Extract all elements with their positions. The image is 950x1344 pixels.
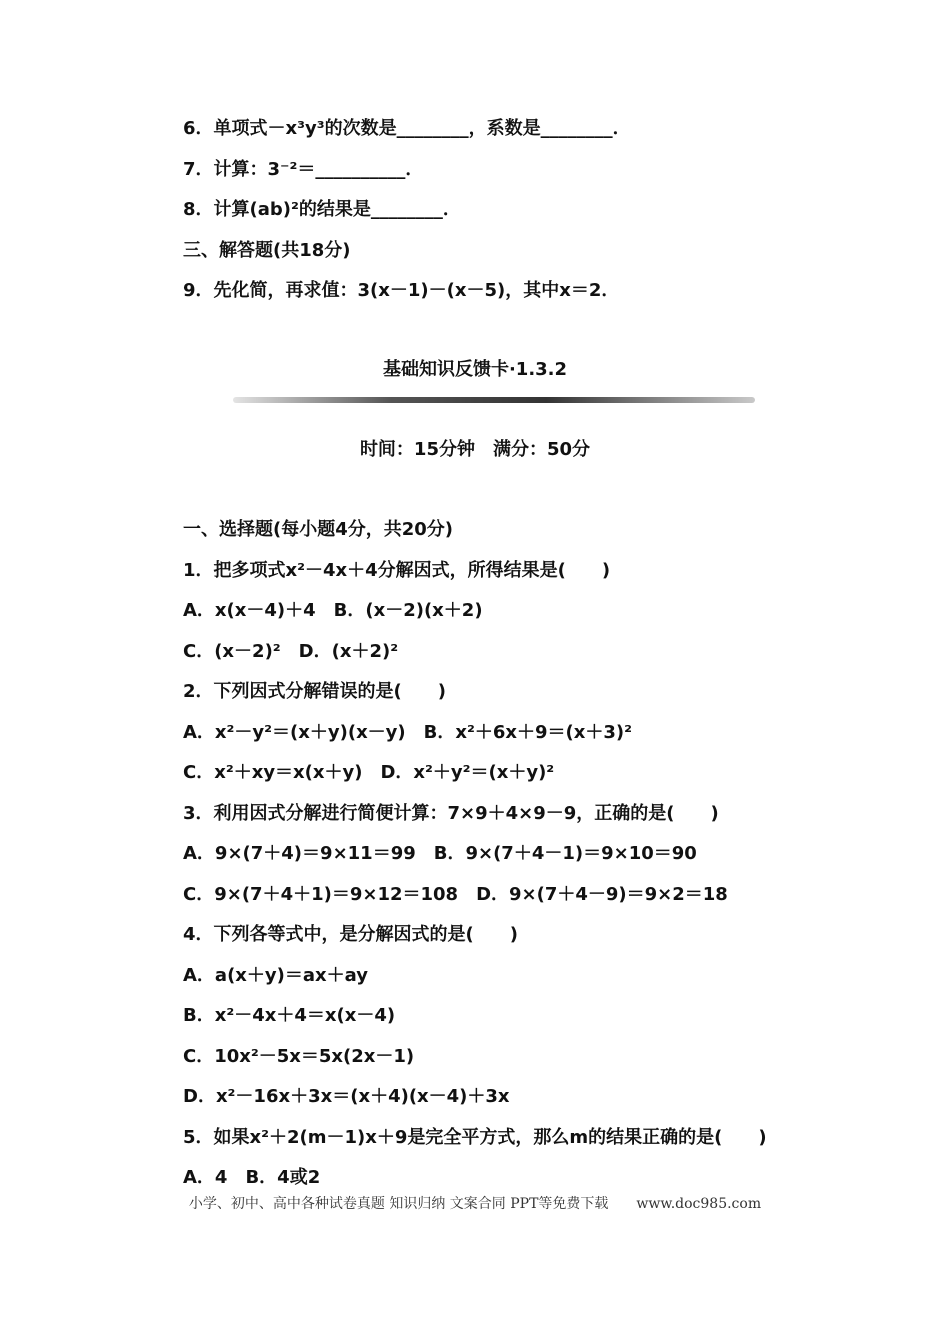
question-line: 5．如果x²＋2(m－1)x＋9是完全平方式，那么m的结果正确的是( ) [183, 1127, 767, 1148]
card-meta: 时间：15分钟 满分：50分 [359, 439, 591, 460]
line-q9: 9．先化简，再求值：3(x－1)－(x－5)，其中x＝2． [183, 280, 620, 301]
card-title: 基础知识反馈卡·1.3.2 [382, 359, 568, 380]
question-line: A．4 B．4或2 [183, 1167, 321, 1188]
question-line: A．9×(7＋4)＝9×11＝99 B．9×(7＋4－1)＝9×10＝90 [183, 843, 697, 864]
section-heading: 三、解答题(共18分) [183, 240, 351, 261]
question-line: C．x²＋xy＝x(x＋y) D．x²＋y²＝(x＋y)² [183, 762, 555, 783]
question-line: 1．把多项式x²－4x＋4分解因式，所得结果是( ) [183, 560, 611, 581]
question-line: 2．下列因式分解错误的是( ) [183, 681, 446, 702]
question-line: A．x²－y²＝(x＋y)(x－y) B．x²＋6x＋9＝(x＋3)² [183, 722, 632, 743]
question-line: A．x(x－4)＋4 B．(x－2)(x＋2) [183, 600, 483, 621]
question-line: 4．下列各等式中，是分解因式的是( ) [183, 924, 518, 945]
question-line: C．(x－2)² D．(x＋2)² [183, 641, 399, 662]
question-line: B．x²－4x＋4＝x(x－4) [183, 1005, 396, 1026]
footer-watermark: 小学、初中、高中各种试卷真题 知识归纳 文案合同 PPT等免费下载 www.doc985.com [188, 1196, 762, 1212]
question-line: C．9×(7＋4＋1)＝9×12＝108 D．9×(7＋4－9)＝9×2＝18 [183, 884, 728, 905]
line-q7: 7．计算：3⁻²＝__________． [183, 159, 424, 180]
question-line: A．a(x＋y)＝ax＋ay [183, 965, 368, 986]
line-q8: 8．计算(ab)²的结果是________． [183, 199, 461, 220]
question-line: 3．利用因式分解进行简便计算：7×9＋4×9－9，正确的是( ) [183, 803, 719, 824]
choice-section-heading: 一、选择题(每小题4分，共20分) [183, 519, 454, 540]
line-q6: 6．单项式－x³y³的次数是________，系数是________． [183, 118, 631, 139]
question-line: D．x²－16x＋3x＝(x＋4)(x－4)＋3x [183, 1086, 510, 1107]
question-line: C．10x²－5x＝5x(2x－1) [183, 1046, 415, 1067]
title-divider [233, 397, 755, 403]
